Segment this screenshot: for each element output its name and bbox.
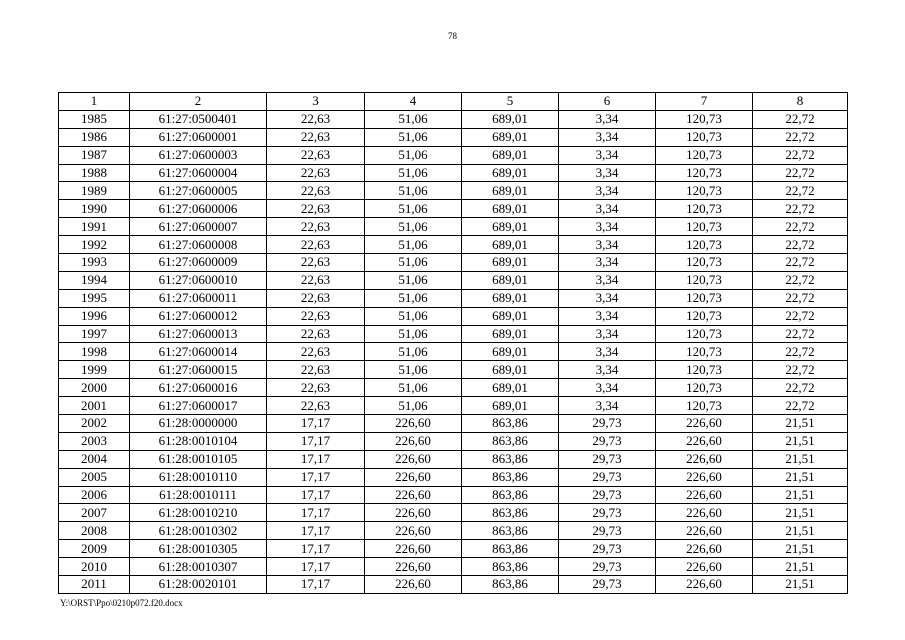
- table-header-row: [59, 93, 848, 111]
- table-cell: 3,34: [559, 289, 656, 307]
- column-header: 5: [462, 93, 559, 111]
- table-cell: 2000: [59, 379, 130, 397]
- table-cell: 3,34: [559, 343, 656, 361]
- column-header: 8: [753, 93, 848, 111]
- table-cell: 2006: [59, 486, 130, 504]
- table-row: [59, 343, 848, 361]
- table-row: [59, 576, 848, 594]
- table-cell: 120,73: [656, 379, 753, 397]
- table-cell: 61:27:0600010: [130, 271, 267, 289]
- table-cell: 120,73: [656, 182, 753, 200]
- table-cell: 22,63: [267, 128, 365, 146]
- page-number: 78: [448, 31, 457, 41]
- table-cell: 51,06: [365, 218, 462, 236]
- table-cell: 51,06: [365, 343, 462, 361]
- table-cell: 61:27:0600003: [130, 146, 267, 164]
- table-cell: 61:27:0600005: [130, 182, 267, 200]
- table-row: [59, 182, 848, 200]
- table-row: [59, 271, 848, 289]
- table-cell: 120,73: [656, 218, 753, 236]
- table-cell: 689,01: [462, 271, 559, 289]
- table-cell: 863,86: [462, 522, 559, 540]
- table-cell: 689,01: [462, 236, 559, 254]
- table-cell: 51,06: [365, 128, 462, 146]
- column-header: 7: [656, 93, 753, 111]
- table-cell: 61:28:0020101: [130, 576, 267, 594]
- table-cell: 2001: [59, 397, 130, 415]
- table-cell: 29,73: [559, 558, 656, 576]
- table-cell: 1997: [59, 325, 130, 343]
- table-cell: 863,86: [462, 415, 559, 433]
- table-cell: 22,72: [753, 236, 848, 254]
- table-cell: 226,60: [656, 522, 753, 540]
- table-row: [59, 236, 848, 254]
- table-cell: 22,63: [267, 164, 365, 182]
- table-cell: 22,72: [753, 289, 848, 307]
- table-row: [59, 415, 848, 433]
- table-cell: 120,73: [656, 361, 753, 379]
- table-row: [59, 558, 848, 576]
- table-cell: 51,06: [365, 164, 462, 182]
- table-cell: 3,34: [559, 110, 656, 128]
- table-row: [59, 200, 848, 218]
- table-cell: 22,63: [267, 218, 365, 236]
- table-cell: 689,01: [462, 343, 559, 361]
- table-cell: 61:27:0600007: [130, 218, 267, 236]
- table-cell: 1992: [59, 236, 130, 254]
- table-cell: 120,73: [656, 397, 753, 415]
- table-cell: 21,51: [753, 486, 848, 504]
- table-row: [59, 110, 848, 128]
- table-cell: 22,63: [267, 254, 365, 272]
- table-cell: 226,60: [365, 432, 462, 450]
- table-cell: 22,63: [267, 289, 365, 307]
- table-cell: 3,34: [559, 182, 656, 200]
- table-row: [59, 486, 848, 504]
- table-row: [59, 379, 848, 397]
- table-cell: 226,60: [656, 540, 753, 558]
- table-cell: 1986: [59, 128, 130, 146]
- table-cell: 22,63: [267, 343, 365, 361]
- table-cell: 61:28:0010302: [130, 522, 267, 540]
- table-cell: 3,34: [559, 146, 656, 164]
- table-cell: 51,06: [365, 397, 462, 415]
- table-cell: 22,72: [753, 379, 848, 397]
- table-cell: 61:27:0600004: [130, 164, 267, 182]
- table-cell: 863,86: [462, 468, 559, 486]
- table-row: [59, 254, 848, 272]
- table-row: [59, 307, 848, 325]
- table-cell: 17,17: [267, 415, 365, 433]
- table-cell: 3,34: [559, 164, 656, 182]
- table-cell: 3,34: [559, 271, 656, 289]
- table-cell: 120,73: [656, 307, 753, 325]
- table-cell: 1999: [59, 361, 130, 379]
- table-cell: 3,34: [559, 379, 656, 397]
- table-cell: 2003: [59, 432, 130, 450]
- table-cell: 61:28:0010105: [130, 450, 267, 468]
- table-row: [59, 468, 848, 486]
- table-row: [59, 325, 848, 343]
- table-cell: 29,73: [559, 415, 656, 433]
- table-cell: 120,73: [656, 128, 753, 146]
- table-cell: 863,86: [462, 450, 559, 468]
- table-cell: 226,60: [656, 486, 753, 504]
- table-cell: 1996: [59, 307, 130, 325]
- table-cell: 17,17: [267, 504, 365, 522]
- table-row: [59, 397, 848, 415]
- table-cell: 61:28:0010110: [130, 468, 267, 486]
- table-cell: 1990: [59, 200, 130, 218]
- table-row: [59, 128, 848, 146]
- table-cell: 22,63: [267, 397, 365, 415]
- table-cell: 22,63: [267, 200, 365, 218]
- table-cell: 17,17: [267, 540, 365, 558]
- table-cell: 689,01: [462, 361, 559, 379]
- table-cell: 51,06: [365, 200, 462, 218]
- table-cell: 61:27:0500401: [130, 110, 267, 128]
- table-cell: 51,06: [365, 236, 462, 254]
- table-cell: 17,17: [267, 576, 365, 594]
- table-cell: 22,63: [267, 271, 365, 289]
- table-cell: 22,72: [753, 343, 848, 361]
- table-cell: 689,01: [462, 307, 559, 325]
- table-cell: 863,86: [462, 432, 559, 450]
- table-cell: 1985: [59, 110, 130, 128]
- table-cell: 3,34: [559, 200, 656, 218]
- table-cell: 22,63: [267, 307, 365, 325]
- table-cell: 226,60: [656, 504, 753, 522]
- table-cell: 226,60: [656, 432, 753, 450]
- table-cell: 61:27:0600001: [130, 128, 267, 146]
- table-row: [59, 522, 848, 540]
- table-cell: 61:27:0600011: [130, 289, 267, 307]
- table-cell: 29,73: [559, 540, 656, 558]
- table-cell: 61:28:0010104: [130, 432, 267, 450]
- table-cell: 3,34: [559, 218, 656, 236]
- table-cell: 21,51: [753, 540, 848, 558]
- table-cell: 51,06: [365, 271, 462, 289]
- table-cell: 226,60: [365, 558, 462, 576]
- table-cell: 3,34: [559, 254, 656, 272]
- table-cell: 22,63: [267, 110, 365, 128]
- table-cell: 226,60: [365, 504, 462, 522]
- table-cell: 22,72: [753, 397, 848, 415]
- table-cell: 21,51: [753, 450, 848, 468]
- table-cell: 226,60: [365, 522, 462, 540]
- table-cell: 22,63: [267, 236, 365, 254]
- table-cell: 51,06: [365, 289, 462, 307]
- column-header: 6: [559, 93, 656, 111]
- table-cell: 61:27:0600014: [130, 343, 267, 361]
- table-cell: 226,60: [656, 576, 753, 594]
- table-cell: 51,06: [365, 325, 462, 343]
- table-cell: 61:27:0600015: [130, 361, 267, 379]
- table-cell: 22,72: [753, 200, 848, 218]
- table-cell: 689,01: [462, 110, 559, 128]
- file-path-footer: Y:\ORST\Ppo\0210p072.f20.docx: [60, 598, 183, 608]
- table-cell: 2008: [59, 522, 130, 540]
- table-cell: 689,01: [462, 200, 559, 218]
- table-cell: 226,60: [656, 415, 753, 433]
- table-cell: 61:27:0600017: [130, 397, 267, 415]
- table-cell: 22,63: [267, 379, 365, 397]
- table-cell: 22,72: [753, 307, 848, 325]
- table-cell: 3,34: [559, 236, 656, 254]
- table-cell: 51,06: [365, 182, 462, 200]
- table-cell: 51,06: [365, 361, 462, 379]
- table-cell: 61:28:0010210: [130, 504, 267, 522]
- table-cell: 61:28:0000000: [130, 415, 267, 433]
- table-cell: 863,86: [462, 558, 559, 576]
- table-cell: 21,51: [753, 415, 848, 433]
- table-cell: 21,51: [753, 576, 848, 594]
- table-cell: 689,01: [462, 146, 559, 164]
- table-cell: 3,34: [559, 307, 656, 325]
- table-row: [59, 504, 848, 522]
- table-cell: 61:27:0600016: [130, 379, 267, 397]
- table-cell: 1995: [59, 289, 130, 307]
- table-cell: 29,73: [559, 504, 656, 522]
- column-header: 4: [365, 93, 462, 111]
- table-row: [59, 289, 848, 307]
- table-cell: 226,60: [365, 486, 462, 504]
- table-cell: 689,01: [462, 164, 559, 182]
- table-cell: 3,34: [559, 361, 656, 379]
- table-cell: 2007: [59, 504, 130, 522]
- table-cell: 2004: [59, 450, 130, 468]
- table-cell: 61:28:0010307: [130, 558, 267, 576]
- table-cell: 120,73: [656, 164, 753, 182]
- table-cell: 3,34: [559, 325, 656, 343]
- table-cell: 22,72: [753, 110, 848, 128]
- table-cell: 51,06: [365, 254, 462, 272]
- table-cell: 3,34: [559, 128, 656, 146]
- table-cell: 226,60: [656, 558, 753, 576]
- table-cell: 21,51: [753, 522, 848, 540]
- table-cell: 61:28:0010111: [130, 486, 267, 504]
- table-cell: 689,01: [462, 325, 559, 343]
- table-cell: 1998: [59, 343, 130, 361]
- table-cell: 22,63: [267, 361, 365, 379]
- table-cell: 29,73: [559, 432, 656, 450]
- table-cell: 226,60: [656, 450, 753, 468]
- table-cell: 29,73: [559, 576, 656, 594]
- table-cell: 22,72: [753, 361, 848, 379]
- table-cell: 22,72: [753, 254, 848, 272]
- table-cell: 226,60: [365, 576, 462, 594]
- table-cell: 2005: [59, 468, 130, 486]
- column-header: 2: [130, 93, 267, 111]
- table-row: [59, 361, 848, 379]
- table-cell: 689,01: [462, 379, 559, 397]
- table-row: [59, 146, 848, 164]
- table-cell: 22,72: [753, 128, 848, 146]
- column-header: 1: [59, 93, 130, 111]
- table-cell: 120,73: [656, 289, 753, 307]
- table-cell: 120,73: [656, 236, 753, 254]
- table-cell: 689,01: [462, 218, 559, 236]
- table-cell: 120,73: [656, 325, 753, 343]
- table-cell: 689,01: [462, 397, 559, 415]
- table-cell: 29,73: [559, 522, 656, 540]
- table-cell: 22,72: [753, 182, 848, 200]
- table-cell: 29,73: [559, 468, 656, 486]
- table-cell: 51,06: [365, 146, 462, 164]
- column-header: 3: [267, 93, 365, 111]
- table-cell: 120,73: [656, 110, 753, 128]
- table-cell: 689,01: [462, 289, 559, 307]
- table-cell: 226,60: [365, 415, 462, 433]
- table-cell: 2009: [59, 540, 130, 558]
- table-cell: 22,63: [267, 146, 365, 164]
- table-cell: 22,72: [753, 218, 848, 236]
- table-cell: 51,06: [365, 307, 462, 325]
- table-cell: 51,06: [365, 110, 462, 128]
- table-cell: 2002: [59, 415, 130, 433]
- table-row: [59, 450, 848, 468]
- table-cell: 3,34: [559, 397, 656, 415]
- table-cell: 22,72: [753, 271, 848, 289]
- table-cell: 61:27:0600006: [130, 200, 267, 218]
- table-row: [59, 432, 848, 450]
- table-cell: 2011: [59, 576, 130, 594]
- table-cell: 120,73: [656, 343, 753, 361]
- table-cell: 863,86: [462, 486, 559, 504]
- table-cell: 22,63: [267, 325, 365, 343]
- table-cell: 689,01: [462, 254, 559, 272]
- table-cell: 226,60: [365, 450, 462, 468]
- table-cell: 1988: [59, 164, 130, 182]
- table-cell: 51,06: [365, 379, 462, 397]
- data-table: [58, 92, 848, 594]
- table-cell: 1989: [59, 182, 130, 200]
- table-cell: 22,72: [753, 325, 848, 343]
- table-cell: 120,73: [656, 146, 753, 164]
- table-cell: 21,51: [753, 432, 848, 450]
- table-cell: 22,72: [753, 164, 848, 182]
- table-cell: 29,73: [559, 486, 656, 504]
- table-cell: 863,86: [462, 504, 559, 522]
- table-cell: 1993: [59, 254, 130, 272]
- table-cell: 22,72: [753, 146, 848, 164]
- table-cell: 226,60: [365, 468, 462, 486]
- table-cell: 61:27:0600012: [130, 307, 267, 325]
- table-cell: 61:28:0010305: [130, 540, 267, 558]
- table-cell: 22,63: [267, 182, 365, 200]
- table-cell: 21,51: [753, 504, 848, 522]
- table-cell: 17,17: [267, 432, 365, 450]
- table-row: [59, 164, 848, 182]
- table-cell: 689,01: [462, 128, 559, 146]
- table-cell: 61:27:0600009: [130, 254, 267, 272]
- table-cell: 17,17: [267, 468, 365, 486]
- table-cell: 226,60: [656, 468, 753, 486]
- table-cell: 863,86: [462, 576, 559, 594]
- table-row: [59, 540, 848, 558]
- table-cell: 17,17: [267, 486, 365, 504]
- table-cell: 120,73: [656, 200, 753, 218]
- table-cell: 863,86: [462, 540, 559, 558]
- table-cell: 1994: [59, 271, 130, 289]
- table-cell: 120,73: [656, 254, 753, 272]
- table-cell: 21,51: [753, 558, 848, 576]
- table-cell: 1991: [59, 218, 130, 236]
- table-cell: 29,73: [559, 450, 656, 468]
- table-cell: 17,17: [267, 522, 365, 540]
- table-cell: 226,60: [365, 540, 462, 558]
- table-row: [59, 218, 848, 236]
- table-cell: 1987: [59, 146, 130, 164]
- table-cell: 689,01: [462, 182, 559, 200]
- table-cell: 17,17: [267, 450, 365, 468]
- table-cell: 61:27:0600013: [130, 325, 267, 343]
- table-cell: 2010: [59, 558, 130, 576]
- table-cell: 17,17: [267, 558, 365, 576]
- table-cell: 21,51: [753, 468, 848, 486]
- table-cell: 120,73: [656, 271, 753, 289]
- table-body: [59, 110, 848, 593]
- table-cell: 61:27:0600008: [130, 236, 267, 254]
